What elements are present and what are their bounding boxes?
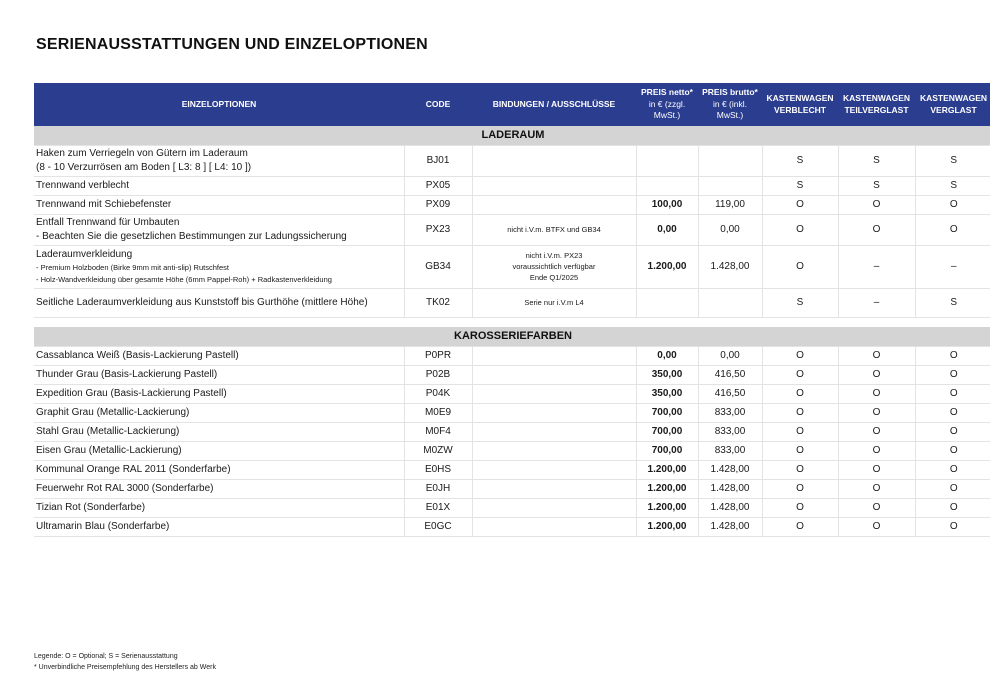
availability-verglast: O xyxy=(915,346,990,365)
availability-teilverglast: O xyxy=(838,214,915,245)
price-net: 700,00 xyxy=(636,441,698,460)
price-net xyxy=(636,288,698,317)
availability-verglast: O xyxy=(915,441,990,460)
price-gross: 1.428,00 xyxy=(698,517,762,536)
option-bindings: nicht i.V.m. BTFX und GB34 xyxy=(472,214,636,245)
availability-verglast: O xyxy=(915,498,990,517)
availability-verblecht: O xyxy=(762,195,838,214)
availability-verblecht: O xyxy=(762,245,838,288)
availability-verblecht: S xyxy=(762,145,838,176)
price-net: 700,00 xyxy=(636,403,698,422)
section-title: KAROSSERIEFARBEN xyxy=(34,327,990,346)
availability-verblecht: O xyxy=(762,498,838,517)
option-bindings xyxy=(472,441,636,460)
header-variant-teilverglast xyxy=(838,83,915,126)
price-net: 1.200,00 xyxy=(636,460,698,479)
option-name: Ultramarin Blau (Sonderfarbe) xyxy=(34,517,404,536)
availability-teilverglast: O xyxy=(838,441,915,460)
price-gross: 119,00 xyxy=(698,195,762,214)
page-title: SERIENAUSSTATTUNGEN UND EINZELOPTIONEN xyxy=(36,36,428,53)
option-bindings xyxy=(472,498,636,517)
table-row xyxy=(34,288,990,317)
option-name: Stahl Grau (Metallic-Lackierung) xyxy=(34,422,404,441)
header-price-gross xyxy=(698,83,762,126)
section-laderaum xyxy=(34,126,990,145)
header-variant-line2: VERBLECHT xyxy=(774,104,826,115)
option-name xyxy=(34,245,404,288)
table-row xyxy=(34,245,990,288)
header-variant-line1: KASTENWAGEN xyxy=(766,93,834,104)
table-row xyxy=(34,460,990,479)
option-code: PX23 xyxy=(404,214,472,245)
option-name-line1: Haken zum Verriegeln von Gütern im Laderaum xyxy=(36,147,248,159)
availability-verblecht: O xyxy=(762,365,838,384)
availability-teilverglast: O xyxy=(838,346,915,365)
table-row xyxy=(34,498,990,517)
price-gross: 416,50 xyxy=(698,365,762,384)
price-gross: 1.428,00 xyxy=(698,460,762,479)
option-name: Trennwand verblecht xyxy=(34,176,404,195)
binding-line: voraussichtlich verfügbar xyxy=(512,261,596,271)
option-name: Graphit Grau (Metallic-Lackierung) xyxy=(34,403,404,422)
price-net: 1.200,00 xyxy=(636,245,698,288)
option-code: M0ZW xyxy=(404,441,472,460)
availability-teilverglast: O xyxy=(838,384,915,403)
table-row xyxy=(34,365,990,384)
binding-line: nicht i.V.m. PX23 xyxy=(525,250,583,260)
availability-teilverglast: O xyxy=(838,517,915,536)
price-net: 0,00 xyxy=(636,346,698,365)
option-bindings xyxy=(472,422,636,441)
option-code: P0PR xyxy=(404,346,472,365)
option-detail-line: - Premium Holzboden (Birke 9mm mit anti-slip) Rutschfest xyxy=(36,262,229,272)
price-net: 1.200,00 xyxy=(636,498,698,517)
table-row xyxy=(34,384,990,403)
price-gross: 833,00 xyxy=(698,422,762,441)
table-row xyxy=(34,214,990,245)
option-name-line2: - Beachten Sie die gesetzlichen Bestimmungen zur Ladungssicherung xyxy=(36,230,347,242)
option-bindings: Serie nur i.V.m L4 xyxy=(472,288,636,317)
availability-verblecht: O xyxy=(762,517,838,536)
availability-verglast: O xyxy=(915,422,990,441)
header-code: CODE xyxy=(404,83,472,126)
binding-line: Ende Q1/2025 xyxy=(529,273,579,283)
option-bindings xyxy=(472,346,636,365)
price-gross xyxy=(698,176,762,195)
header-price-gross-sub1: in € (inkl. xyxy=(712,98,747,109)
option-name: Cassablanca Weiß (Basis-Lackierung Pastell) xyxy=(34,346,404,365)
availability-teilverglast: S xyxy=(838,145,915,176)
option-bindings xyxy=(472,195,636,214)
price-gross xyxy=(698,288,762,317)
table-row xyxy=(34,176,990,195)
option-code: M0F4 xyxy=(404,422,472,441)
availability-verglast: O xyxy=(915,517,990,536)
price-net: 350,00 xyxy=(636,384,698,403)
availability-verblecht: S xyxy=(762,176,838,195)
option-code: P02B xyxy=(404,365,472,384)
table-row xyxy=(34,479,990,498)
option-bindings xyxy=(472,176,636,195)
option-name xyxy=(34,145,404,176)
availability-verglast: O xyxy=(915,460,990,479)
option-bindings xyxy=(472,403,636,422)
option-name: Kommunal Orange RAL 2011 (Sonderfarbe) xyxy=(34,460,404,479)
availability-verblecht: O xyxy=(762,403,838,422)
availability-verblecht: O xyxy=(762,214,838,245)
option-bindings xyxy=(472,460,636,479)
availability-verglast: S xyxy=(915,176,990,195)
availability-teilverglast: S xyxy=(838,176,915,195)
option-code: E0GC xyxy=(404,517,472,536)
price-gross: 1.428,00 xyxy=(698,245,762,288)
availability-verglast: – xyxy=(915,245,990,288)
option-code: PX05 xyxy=(404,176,472,195)
availability-verglast: S xyxy=(915,288,990,317)
price-net: 100,00 xyxy=(636,195,698,214)
availability-teilverglast: O xyxy=(838,460,915,479)
header-variant-line1: KASTENWAGEN xyxy=(919,93,988,104)
table-row xyxy=(34,517,990,536)
availability-verblecht: O xyxy=(762,422,838,441)
availability-verblecht: O xyxy=(762,479,838,498)
option-bindings xyxy=(472,145,636,176)
availability-verglast: S xyxy=(915,145,990,176)
price-net: 0,00 xyxy=(636,214,698,245)
price-net xyxy=(636,145,698,176)
header-variant-line2: VERGLAST xyxy=(930,104,977,115)
availability-verblecht: O xyxy=(762,460,838,479)
option-code: P04K xyxy=(404,384,472,403)
availability-verglast: O xyxy=(915,365,990,384)
option-name-line1: Laderaumverkleidung xyxy=(36,248,133,260)
option-name: Eisen Grau (Metallic-Lackierung) xyxy=(34,441,404,460)
option-code: E0JH xyxy=(404,479,472,498)
header-price-net-sub2: MwSt.) xyxy=(653,110,681,121)
section-spacer xyxy=(34,317,990,327)
option-code: PX09 xyxy=(404,195,472,214)
table-row xyxy=(34,195,990,214)
header-variant-line2: TEILVERGLAST xyxy=(844,104,909,115)
table-row xyxy=(34,346,990,365)
section-title: LADERAUM xyxy=(34,126,990,145)
table-row xyxy=(34,145,990,176)
price-gross: 1.428,00 xyxy=(698,479,762,498)
option-code: BJ01 xyxy=(404,145,472,176)
option-detail-line: - Holz-Wandverkleidung über gesamte Höhe (6mm Pappel-Roh) + Radkastenverkleidung xyxy=(36,274,332,284)
availability-teilverglast: – xyxy=(838,288,915,317)
price-gross: 0,00 xyxy=(698,346,762,365)
price-net: 1.200,00 xyxy=(636,517,698,536)
header-bindings: BINDUNGEN / AUSSCHLÜSSE xyxy=(472,83,636,126)
option-bindings xyxy=(472,384,636,403)
table-header-row xyxy=(34,83,990,126)
availability-verglast: O xyxy=(915,403,990,422)
header-price-net xyxy=(636,83,698,126)
option-code: E0HS xyxy=(404,460,472,479)
availability-verblecht: O xyxy=(762,441,838,460)
option-code: GB34 xyxy=(404,245,472,288)
option-name-line2: (8 - 10 Verzurrösen am Boden [ L3: 8 ] [ L4: 10 ]) xyxy=(36,161,252,173)
availability-teilverglast: – xyxy=(838,245,915,288)
availability-verblecht: O xyxy=(762,346,838,365)
header-variant-verglast xyxy=(915,83,990,126)
option-bindings xyxy=(472,479,636,498)
header-price-gross-sub2: MwSt.) xyxy=(716,110,744,121)
header-price-net-sub1: in € (zzgl. xyxy=(648,98,686,109)
header-name: EINZELOPTIONEN xyxy=(34,83,404,126)
option-name-line1: Entfall Trennwand für Umbauten xyxy=(36,216,180,228)
header-price-gross-title: PREIS brutto* xyxy=(702,87,758,98)
availability-verglast: O xyxy=(915,214,990,245)
spacer-cell xyxy=(34,317,990,327)
legend xyxy=(34,652,216,674)
legend-line: Legende: O = Optional; S = Serienausstattung xyxy=(34,653,178,660)
price-gross: 833,00 xyxy=(698,441,762,460)
legend-footnote: * Unverbindliche Preisempfehlung des Herstellers ab Werk xyxy=(34,663,216,671)
availability-verglast: O xyxy=(915,384,990,403)
table-row xyxy=(34,441,990,460)
color-rows xyxy=(34,346,990,536)
price-net xyxy=(636,176,698,195)
price-net: 700,00 xyxy=(636,422,698,441)
price-gross xyxy=(698,145,762,176)
header-variant-verblecht xyxy=(762,83,838,126)
availability-teilverglast: O xyxy=(838,422,915,441)
table-row xyxy=(34,422,990,441)
availability-teilverglast: O xyxy=(838,403,915,422)
option-bindings xyxy=(472,245,636,288)
header-price-net-title: PREIS netto* xyxy=(641,87,693,98)
option-code: E01X xyxy=(404,498,472,517)
availability-verblecht: O xyxy=(762,384,838,403)
price-gross: 0,00 xyxy=(698,214,762,245)
availability-verblecht: S xyxy=(762,288,838,317)
header-variant-line1: KASTENWAGEN xyxy=(842,93,911,104)
option-name: Tizian Rot (Sonderfarbe) xyxy=(34,498,404,517)
option-bindings xyxy=(472,517,636,536)
option-name xyxy=(34,214,404,245)
option-name: Seitliche Laderaumverkleidung aus Kunststoff bis Gurthöhe (mittlere Höhe) xyxy=(34,288,404,317)
option-name: Expedition Grau (Basis-Lackierung Pastell) xyxy=(34,384,404,403)
option-code: M0E9 xyxy=(404,403,472,422)
availability-verglast: O xyxy=(915,195,990,214)
option-name: Trennwand mit Schiebefenster xyxy=(34,195,404,214)
price-net: 1.200,00 xyxy=(636,479,698,498)
price-net: 350,00 xyxy=(636,365,698,384)
options-table xyxy=(34,83,990,537)
option-code: TK02 xyxy=(404,288,472,317)
availability-verglast: O xyxy=(915,479,990,498)
table-row xyxy=(34,403,990,422)
option-bindings xyxy=(472,365,636,384)
option-name: Thunder Grau (Basis-Lackierung Pastell) xyxy=(34,365,404,384)
availability-teilverglast: O xyxy=(838,365,915,384)
section-karosseriefarben xyxy=(34,327,990,346)
availability-teilverglast: O xyxy=(838,195,915,214)
price-gross: 1.428,00 xyxy=(698,498,762,517)
availability-teilverglast: O xyxy=(838,498,915,517)
option-name: Feuerwehr Rot RAL 3000 (Sonderfarbe) xyxy=(34,479,404,498)
availability-teilverglast: O xyxy=(838,479,915,498)
price-gross: 416,50 xyxy=(698,384,762,403)
price-gross: 833,00 xyxy=(698,403,762,422)
